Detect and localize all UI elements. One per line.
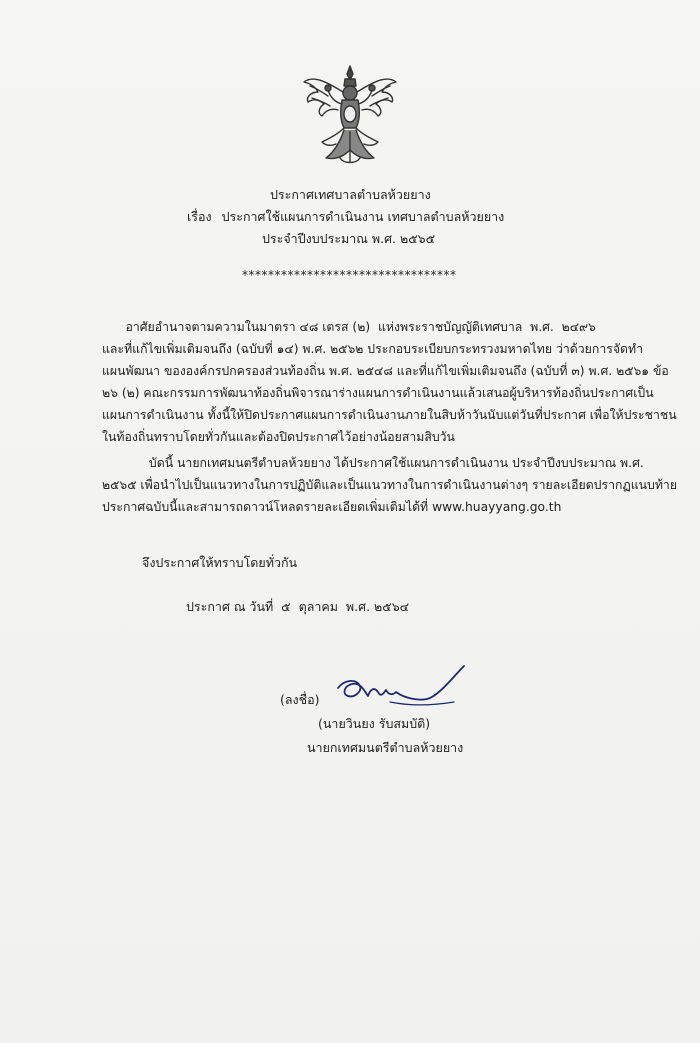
paragraph-line: บัดนี้ นายกเทศมนตรีตำบลห้วยยาง ได้ประกาศใช้แผนการดำเนินงาน ประจำปีงบประมาณ พ.ศ. (102, 456, 644, 470)
closing-statement: จึงประกาศให้ทราบโดยทั่วกัน (142, 555, 298, 570)
paragraph-line: และที่แก้ไขเพิ่มเติมจนถึง (ฉบับที่ ๑๔) พ.ศ. ๒๕๖๒ ประกอบระเบียบกระทรวงมหาดไทย ว่าด้วยการจัดทำ (102, 342, 644, 356)
paragraph-line: แผนการดำเนินงาน ทั้งนี้ให้ปิดประกาศแผนการดำเนินงานภายในสิบห้าวันนับแต่วันที่ประกาศ เพื่อให้ประชาชน (102, 408, 677, 422)
organization-title: ประกาศเทศบาลตำบลห้วยยาง (270, 187, 431, 202)
handwritten-signature-icon (330, 662, 470, 716)
signature-label: (ลงชื่อ) (280, 692, 320, 707)
paragraph-announcement (102, 452, 678, 518)
subject-line (187, 206, 504, 228)
paragraph-line: ๒๖ (๒) คณะกรรมการพัฒนาท้องถิ่นพิจารณาร่างแผนการดำเนินงานแล้วเสนอผู้บริหารท้องถิ่นประกาศเป็น (102, 386, 654, 400)
subject-text: ประกาศใช้แผนการดำเนินงาน เทศบาลตำบลห้วยยาง (221, 209, 505, 224)
paragraph-authority (102, 316, 677, 448)
signer-title: นายกเทศมนตรีตำบลห้วยยาง (307, 740, 464, 755)
paragraph-line: ในท้องถิ่นทราบโดยทั่วกันและต้องปิดประกาศไว้อย่างน้อยสามสิบวัน (102, 430, 455, 444)
separator-line: ********************************* (242, 268, 457, 282)
signer-name: (นายวินยง รับสมบัติ) (318, 716, 431, 731)
garuda-emblem-icon (300, 62, 400, 170)
paragraph-line: ๒๕๖๕ เพื่อนำไปเป็นแนวทางในการปฏิบัติและเป็นแนวทางในการดำเนินงานต่างๆ รายละเอียดปรากฏแนบท้าย (102, 478, 678, 492)
paragraph-line: ประกาศฉบับนี้และสามารถดาวน์โหลดรายละเอียดเพิ่มเติมได้ที่ www.huayyang.go.th (102, 500, 562, 514)
fiscal-year: ประจำปีงบประมาณ พ.ศ. ๒๕๖๕ (262, 231, 436, 246)
subject-label: เรื่อง (187, 209, 212, 224)
paragraph-line: อาศัยอำนาจตามความในมาตรา ๔๘ เตรส (๒) แห่งพระราชบัญญัติเทศบาล พ.ศ. ๒๔๙๖ (102, 320, 596, 334)
announcement-date: ประกาศ ณ วันที่ ๕ ตุลาคม พ.ศ. ๒๕๖๔ (186, 599, 410, 614)
paragraph-line: แผนพัฒนา ขององค์กรปกครองส่วนท้องถิ่น พ.ศ. ๒๕๔๘ และที่แก้ไขเพิ่มเติมจนถึง (ฉบับที่ ๓) พ.ศ. ๒๕๖๑ ข้อ (102, 364, 669, 378)
